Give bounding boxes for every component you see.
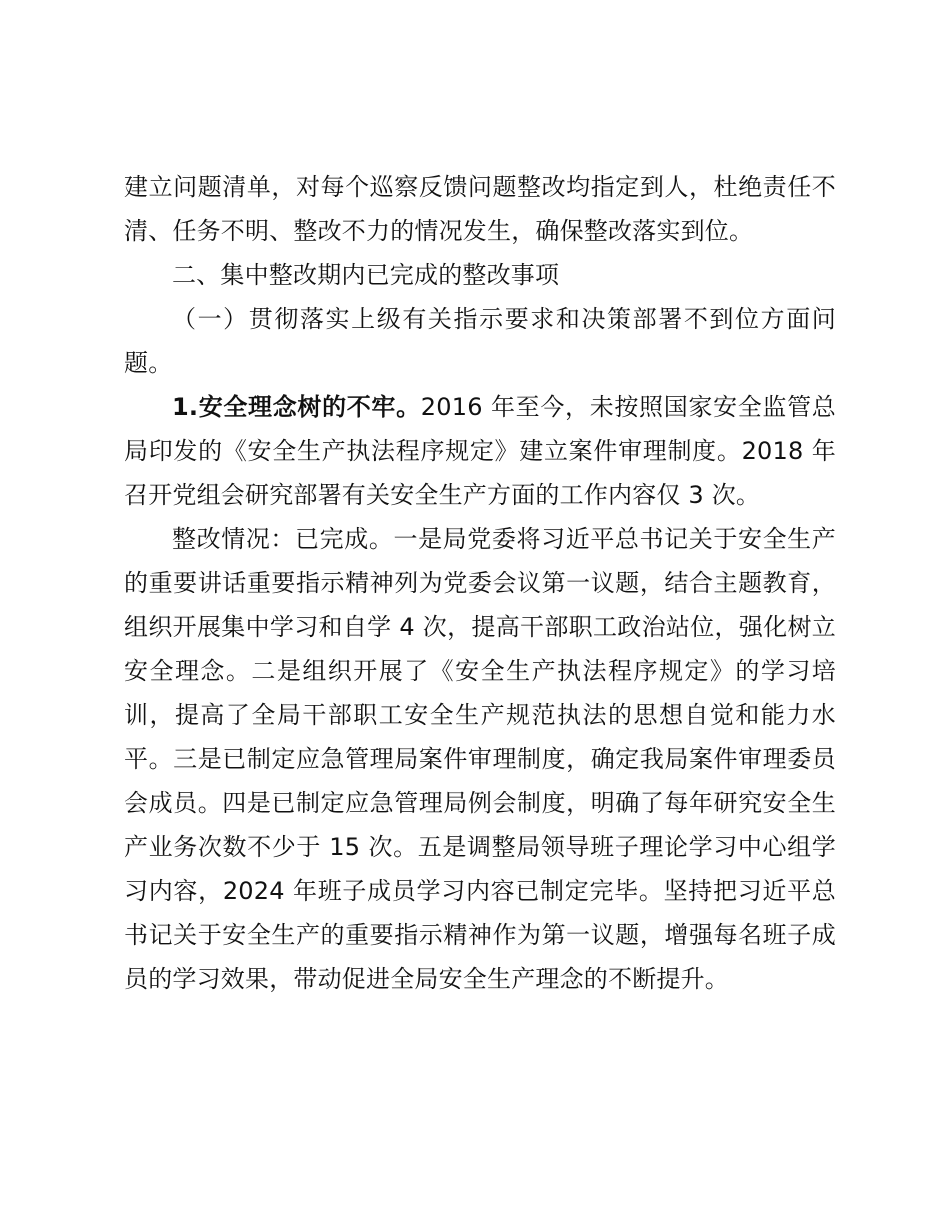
rectification-paragraph: 整改情况：已完成。一是局党委将习近平总书记关于安全生产的重要讲话重要指示精神列为党委会议第一议题，结合主题教育，组织开展集中学习和自学 4 次，提高干部职工政治站位，强化树立安全理念。二是组织开展了《安全生产执法程序规定》的学习培训，提高了全局干部职工安全生产规范执法的思想自觉和能力水平。三是已制定应急管理局案件审理制度，确定我局案件审理委员会成员。四是已制定应急管理局例会制度，明确了每年研究安全生产业务次数不少于 15 次。五是调整局领导班子理论学习中心组学习内容，2024 年班子成员学习内容已制定完毕。坚持把习近平总书记关于安全生产的重要指示精神作为第一议题，增强每名班子成员的学习效果，带动促进全局安全生产理念的不断提升。	[124, 525, 836, 993]
intro-paragraph: 建立问题清单，对每个巡察反馈问题整改均指定到人，杜绝责任不清、任务不明、整改不力的情况发生，确保整改落实到位。	[124, 173, 836, 245]
document-body	[124, 165, 836, 1001]
item-1-title: 1.安全理念树的不牢。	[172, 393, 421, 421]
section-heading: 二、集中整改期内已完成的整改事项	[172, 261, 560, 289]
item-1-text: 2016 年至今，未按照国家安全监管总局印发的《安全生产执法程序规定》建立案件审理制度。2018 年召开党组会研究部署有关安全生产方面的工作内容仅 3 次。	[124, 393, 836, 509]
sub-heading: （一）贯彻落实上级有关指示要求和决策部署不到位方面问题。	[124, 305, 836, 377]
item-1-paragraph	[124, 385, 836, 517]
